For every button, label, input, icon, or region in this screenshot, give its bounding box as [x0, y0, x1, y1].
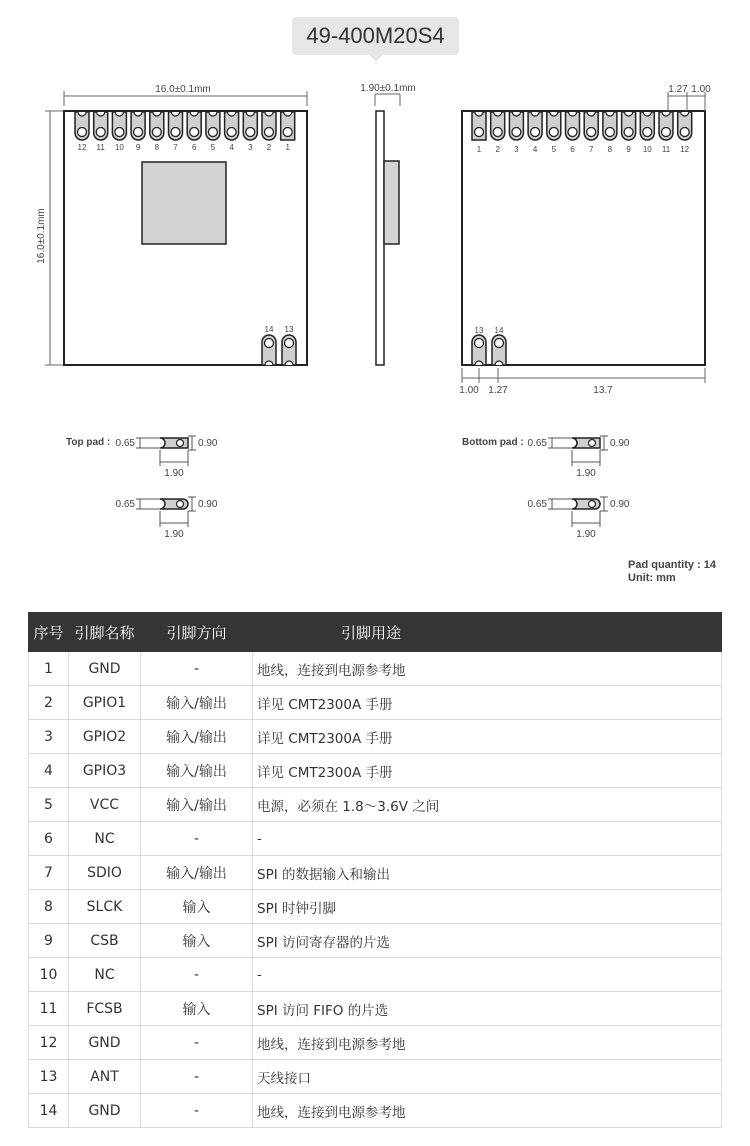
pin-number: 5 — [210, 143, 216, 152]
pin-number: 11 — [96, 143, 105, 152]
pad-width-label: 1.90 — [164, 468, 184, 479]
half-hole — [475, 112, 483, 116]
half-hole — [475, 361, 483, 365]
pad-via — [265, 339, 274, 348]
pin-number: 13 — [284, 325, 294, 334]
pin-number: 7 — [588, 145, 594, 154]
pad-hole — [589, 440, 596, 447]
side-board — [376, 111, 384, 365]
pad-via — [246, 128, 255, 137]
unit-note: Unit: mm — [628, 572, 676, 584]
pad-height-outer-label: 0.90 — [610, 438, 630, 449]
pin-direction-cell: 输入 — [141, 890, 253, 924]
pin-name-cell: GPIO2 — [69, 720, 141, 754]
pin-number: 9 — [135, 143, 141, 152]
half-hole — [209, 112, 217, 116]
pin-number: 5 — [551, 145, 557, 154]
half-hole — [681, 112, 689, 116]
half-hole — [190, 112, 198, 116]
pin-row — [29, 720, 722, 754]
pin-number: 14 — [264, 325, 274, 334]
pad-via — [512, 128, 521, 137]
pin-direction-cell: 输入/输出 — [141, 686, 253, 720]
bottom-pad-detail — [462, 436, 630, 540]
pad-via — [152, 128, 161, 137]
pin-number: 3 — [248, 143, 253, 152]
half-hole — [115, 112, 123, 116]
pad-via — [549, 128, 558, 137]
pin-usage-cell: 天线接口 — [253, 1060, 722, 1094]
pin-row — [29, 686, 722, 720]
pad-via — [493, 128, 502, 137]
width-dim-label: 16.0±0.1mm — [155, 84, 211, 95]
pad-via — [78, 128, 87, 137]
pin-number: 14 — [494, 326, 504, 335]
pin-row — [29, 924, 722, 958]
pin-number-cell: 7 — [29, 856, 69, 890]
pitch-label: 1.27 — [668, 84, 688, 95]
bottom-pad-label: Bottom pad : — [462, 437, 524, 448]
pin-number: 10 — [114, 143, 124, 152]
side-view — [360, 83, 416, 365]
pin-number: 12 — [680, 145, 690, 154]
pin-number: 11 — [661, 145, 671, 154]
pad-via — [208, 128, 217, 137]
bottom-span-label: 13.7 — [593, 385, 613, 396]
pin-number: 13 — [474, 326, 484, 335]
pin-number-cell: 1 — [29, 652, 69, 686]
half-hole — [625, 112, 633, 116]
pin-usage-cell: 地线，连接到电源参考地 — [253, 1026, 722, 1060]
pin-number-cell: 13 — [29, 1060, 69, 1094]
pad-via — [96, 128, 105, 137]
pin-usage-cell: 详见 CMT2300A 手册 — [253, 720, 722, 754]
half-hole — [172, 112, 180, 116]
pin-number-cell: 6 — [29, 822, 69, 856]
pad-via — [624, 128, 633, 137]
half-hole — [512, 112, 520, 116]
pin-name-cell: SLCK — [69, 890, 141, 924]
pad-height-outer-label: 0.90 — [610, 499, 630, 510]
half-hole — [531, 112, 539, 116]
pad-via — [643, 128, 652, 137]
half-hole — [284, 112, 292, 116]
pad-via — [531, 128, 540, 137]
pad-width-label: 1.90 — [576, 529, 596, 540]
pin-number-cell: 3 — [29, 720, 69, 754]
pin-usage-cell: 地线，连接到电源参考地 — [253, 652, 722, 686]
pin-direction-cell: 输入/输出 — [141, 754, 253, 788]
pin-number: 9 — [626, 145, 631, 154]
half-hole — [569, 112, 577, 116]
pin-number-cell: 10 — [29, 958, 69, 992]
pin-direction-cell: - — [141, 1060, 253, 1094]
pad-via — [475, 128, 484, 137]
pin-number: 6 — [570, 145, 575, 154]
pin-number: 12 — [77, 143, 87, 152]
pin-row — [29, 1026, 722, 1060]
pin-direction-cell: - — [141, 1026, 253, 1060]
header-usage: 引脚用途 — [253, 613, 722, 652]
pad-height-inner-label: 0.65 — [115, 438, 135, 449]
pin-row — [29, 822, 722, 856]
pin-name-cell: NC — [69, 958, 141, 992]
pin-direction-cell: 输入/输出 — [141, 720, 253, 754]
pin-number: 2 — [266, 143, 272, 152]
pin-direction-cell: - — [141, 652, 253, 686]
pin-name-cell: GND — [69, 1094, 141, 1128]
pin-row — [29, 856, 722, 890]
half-hole — [265, 112, 273, 116]
pin-number: 10 — [642, 145, 652, 154]
half-hole — [265, 361, 273, 365]
pin-number-cell: 5 — [29, 788, 69, 822]
pin-table-header — [29, 613, 722, 652]
pin-name-cell: VCC — [69, 788, 141, 822]
pad-height-outer-label: 0.90 — [198, 438, 218, 449]
pad-via — [171, 128, 180, 137]
pin-direction-cell: 输入/输出 — [141, 788, 253, 822]
pad-via — [227, 128, 236, 137]
pin-direction-cell: - — [141, 1094, 253, 1128]
pin-row — [29, 1060, 722, 1094]
pin-direction-cell: 输入 — [141, 992, 253, 1026]
pin-usage-cell: - — [253, 958, 722, 992]
pad-via — [190, 128, 199, 137]
half-hole — [606, 112, 614, 116]
pin-number-cell: 2 — [29, 686, 69, 720]
pin-row — [29, 958, 722, 992]
half-hole — [97, 112, 105, 116]
pin-number: 6 — [191, 143, 197, 152]
bottom-edge-label: 1.00 — [459, 385, 479, 396]
pin-usage-cell: 电源，必须在 1.8～3.6V 之间 — [253, 788, 722, 822]
half-hole — [153, 112, 161, 116]
pin-name-cell: GPIO1 — [69, 686, 141, 720]
shield-chip — [142, 162, 226, 244]
pin-number-cell: 12 — [29, 1026, 69, 1060]
pin-number: 1 — [285, 143, 290, 152]
half-hole — [494, 112, 502, 116]
half-hole — [246, 112, 254, 116]
pad-via — [475, 339, 484, 348]
pin-row — [29, 1094, 722, 1128]
half-hole — [228, 112, 236, 116]
pin-row — [29, 754, 722, 788]
pin-usage-cell: SPI 访问 FIFO 的片选 — [253, 992, 722, 1026]
pin-usage-cell: - — [253, 822, 722, 856]
top-pad-label: Top pad : — [66, 437, 111, 448]
pin-number: 3 — [514, 145, 519, 154]
edge-label: 1.00 — [691, 84, 711, 95]
pad-via — [680, 128, 689, 137]
pin-number-cell: 11 — [29, 992, 69, 1026]
pin-usage-cell: SPI 的数据输入和输出 — [253, 856, 722, 890]
pin-number-cell: 14 — [29, 1094, 69, 1128]
half-hole — [78, 112, 86, 116]
pad-via — [568, 128, 577, 137]
bottom-pitch-label: 1.27 — [488, 385, 508, 396]
half-hole — [662, 112, 670, 116]
pad-width-label: 1.90 — [576, 468, 596, 479]
pin-row — [29, 788, 722, 822]
pad-via — [495, 339, 504, 348]
pin-name-cell: NC — [69, 822, 141, 856]
pin-number: 4 — [532, 145, 538, 154]
half-hole — [134, 112, 142, 116]
pad-via — [285, 339, 294, 348]
pin-number-cell: 9 — [29, 924, 69, 958]
pad-height-outer-label: 0.90 — [198, 499, 218, 510]
pin-row — [29, 652, 722, 686]
pin-usage-cell: 详见 CMT2300A 手册 — [253, 686, 722, 720]
pad-via — [662, 128, 671, 137]
side-chip — [384, 161, 399, 244]
top-view — [36, 84, 307, 365]
thickness-dim-label: 1.90±0.1mm — [360, 83, 416, 94]
pad-via — [265, 128, 274, 137]
header-no: 序号 — [29, 613, 69, 652]
pin-number: 1 — [476, 145, 482, 154]
pin-usage-cell: 地线，连接到电源参考地 — [253, 1094, 722, 1128]
pad-via — [283, 128, 292, 137]
pad-via — [587, 128, 596, 137]
pad-hole — [177, 501, 184, 508]
height-dim-label: 16.0±0.1mm — [36, 208, 47, 264]
half-hole — [495, 361, 503, 365]
pad-via — [605, 128, 614, 137]
pin-usage-cell: 详见 CMT2300A 手册 — [253, 754, 722, 788]
pin-number: 7 — [173, 143, 178, 152]
pin-name-cell: FCSB — [69, 992, 141, 1026]
pin-row — [29, 890, 722, 924]
pin-name-cell: CSB — [69, 924, 141, 958]
pin-name-cell: GND — [69, 652, 141, 686]
pin-direction-cell: 输入 — [141, 924, 253, 958]
pad-quantity: Pad quantity : 14 — [628, 559, 717, 571]
half-hole — [285, 361, 293, 365]
pad-height-inner-label: 0.65 — [115, 499, 135, 510]
pad-hole — [177, 440, 184, 447]
pin-direction-cell: 输入/输出 — [141, 856, 253, 890]
pin-number: 4 — [229, 143, 234, 152]
pin-name-cell: GPIO3 — [69, 754, 141, 788]
half-hole — [643, 112, 651, 116]
pad-width-label: 1.90 — [164, 529, 184, 540]
pin-name-cell: SDIO — [69, 856, 141, 890]
pin-usage-cell: SPI 访问寄存器的片选 — [253, 924, 722, 958]
pad-notes — [628, 559, 716, 585]
pin-direction-cell: - — [141, 958, 253, 992]
pin-name-cell: ANT — [69, 1060, 141, 1094]
pin-number: 2 — [495, 145, 500, 154]
pad-hole — [589, 501, 596, 508]
pin-number-cell: 4 — [29, 754, 69, 788]
header-direction: 引脚方向 — [141, 613, 253, 652]
pin-table — [28, 612, 722, 1128]
pad-via — [134, 128, 143, 137]
pin-direction-cell: - — [141, 822, 253, 856]
header-name: 引脚名称 — [69, 613, 141, 652]
pin-number-cell: 8 — [29, 890, 69, 924]
half-hole — [587, 112, 595, 116]
pin-number: 8 — [154, 143, 160, 152]
bottom-view — [459, 84, 711, 396]
pad-height-inner-label: 0.65 — [527, 438, 547, 449]
pad-via — [115, 128, 124, 137]
pad-height-inner-label: 0.65 — [527, 499, 547, 510]
pin-number: 8 — [607, 145, 613, 154]
model-title: 49-400M20S4 — [306, 23, 445, 48]
pin-row — [29, 992, 722, 1026]
half-hole — [550, 112, 558, 116]
top-pad-detail — [66, 436, 218, 540]
pin-usage-cell: SPI 时钟引脚 — [253, 890, 722, 924]
pin-name-cell: GND — [69, 1026, 141, 1060]
